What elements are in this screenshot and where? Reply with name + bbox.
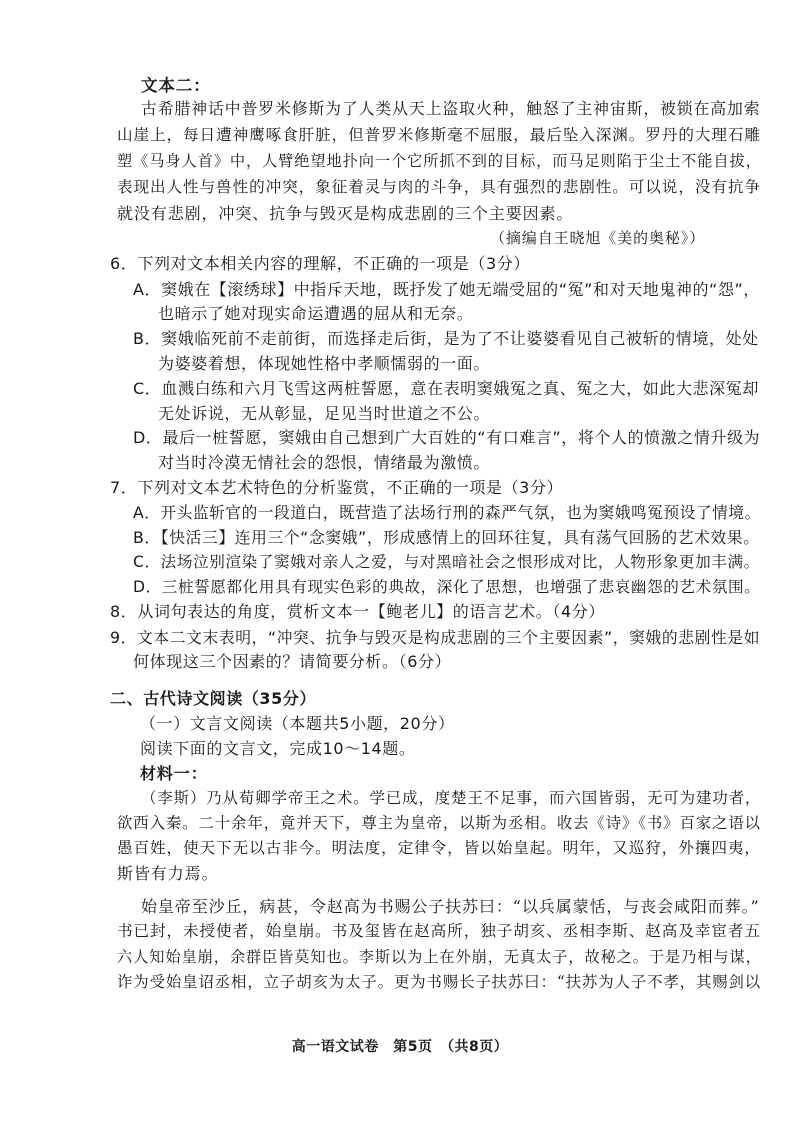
question-7-option-b: B．【快活三】连用三个“念窦娥”，形成感情上的回环往复，具有荡气回肠的艺术效果。 <box>133 528 760 547</box>
question-7-option-d: D．三桩誓愿都化用具有现实色彩的典故，深化了思想，也增强了悲哀幽怨的艺术氛围。 <box>133 578 761 596</box>
page-footer: 高一语文试卷 第5页 （共8页） <box>291 1039 509 1055</box>
classical-text-line: 六人知始皇崩，余群臣皆莫知也。李斯以为上在外崩，无真太子，故秘之。于是乃相与谋， <box>117 948 762 966</box>
question-7-option-a: A．开头监斩官的一段道白，既营造了法场行刑的森严气氛，也为窦娥鸣冤预设了情境。 <box>133 503 761 522</box>
section-2-title: 二、古代诗文阅读（35分） <box>110 689 317 708</box>
text2-line: 就没有悲剧，冲突、抗争与毁灭是构成悲剧的三个主要因素。 <box>117 204 574 223</box>
text2-line: 塑《马身人首》中，人臂绝望地扑向一个它所抓不到的目标，而马足则陷于尘土不能自拔， <box>117 152 762 170</box>
classical-text-line: 欲西入秦。二十余年，竟并天下，尊主为皇帝，以斯为丞相。收去《诗》《书》百家之语以 <box>117 814 761 832</box>
text2-line: 山崖上，每日遭神鹰啄食肝脏，但普罗米修斯毫不屈服，最后坠入深渊。罗丹的大理石雕 <box>117 126 761 144</box>
question-6-option-a: A．窦娥在【滚绣球】中指斥天地，既抒发了她无端受屈的“冤”和对天地鬼神的“怨”， <box>133 280 760 299</box>
question-6-option-a-cont: 也暗示了她对现实命运遭遇的屈从和无奈。 <box>158 304 474 323</box>
question-7-option-c: C．法场泣别渲染了窦娥对亲人之爱，与对黑暗社会之恨形成对比，人物形象更加丰满。 <box>133 553 760 571</box>
question-6-option-c-cont: 无处诉说，无从彰显，足见当时世道之不公。 <box>158 404 491 423</box>
question-6-stem: 6．下列对文本相关内容的理解，不正确的一项是（3分） <box>110 254 530 273</box>
section-2-subtitle: （一）文言文阅读（本题共5小题，20分） <box>140 714 455 733</box>
classical-text-line: 诈为受始皇诏丞相，立子胡亥为太子。更为书赐长子扶苏曰：“扶苏为人子不孝，其赐剑以 <box>117 973 762 991</box>
material-1-heading: 材料一： <box>140 764 208 783</box>
text2-source: （摘编自王晓旭《美的奥秘》） <box>490 229 706 247</box>
question-9-stem-cont: 何体现这三个因素的？请简要分析。（6分） <box>133 652 452 671</box>
classical-text-line: 始皇帝至沙丘，病甚，令赵高为书赐公子扶苏曰：“以兵属蒙恬，与丧会咸阳而葬。” <box>141 897 760 916</box>
classical-text-line: 书已封，未授使者，始皇崩。书及玺皆在赵高所，独子胡亥、丞相李斯、赵高及幸宦者五 <box>117 922 761 940</box>
text2-heading: 文本二： <box>141 76 211 95</box>
question-9-stem: 9．文本二文末表明，“冲突、抗争与毁灭是构成悲剧的三个主要因素”，窦娥的悲剧性是如 <box>110 628 761 647</box>
classical-text-line: 愚百姓，使天下无以古非今。明法度，定律令，皆以始皇起。明年，又巡狩，外攘四夷， <box>117 839 761 857</box>
question-6-option-b-cont: 为婆婆着想，体现她性格中孝顺懦弱的一面。 <box>158 354 491 373</box>
text2-line: 表现出人性与兽性的冲突，象征着灵与肉的斗争，具有强烈的悲剧性。可以说，没有抗争 <box>117 178 761 196</box>
question-6-option-d-cont: 对当时冷漠无情社会的怨恨，情绪最为激愤。 <box>158 453 491 472</box>
question-6-option-d: D．最后一桩誓愿，窦娥由自己想到广大百姓的“有口难言”，将个人的愤激之情升级为 <box>133 428 761 447</box>
text2-line: 古希腊神话中普罗米修斯为了人类从天上盗取火种，触怒了主神宙斯，被锁在高加索 <box>141 99 761 118</box>
section-2-instruction: 阅读下面的文言文，完成10～14题。 <box>140 739 416 758</box>
classical-text-line: （李斯）乃从荀卿学帝王之术。学已成，度楚王不足事，而六国皆弱，无可为建功者， <box>141 789 762 807</box>
question-6-option-b: B．窦娥临死前不走前街，而选择走后街，是为了不让婆婆看见自己被斩的情境，处处 <box>133 329 759 348</box>
question-8-stem: 8．从词句表达的角度，赏析文本一【鲍老儿】的语言艺术。（4分） <box>110 602 605 621</box>
question-7-stem: 7．下列对文本艺术特色的分析鉴赏，不正确的一项是（3分） <box>110 478 564 497</box>
question-6-option-c: C．血溅白练和六月飞雪这两桩誓愿，意在表明窦娥冤之真、冤之大，如此大悲深冤却 <box>133 379 759 398</box>
classical-text-line: 斯皆有力焉。 <box>117 864 219 883</box>
